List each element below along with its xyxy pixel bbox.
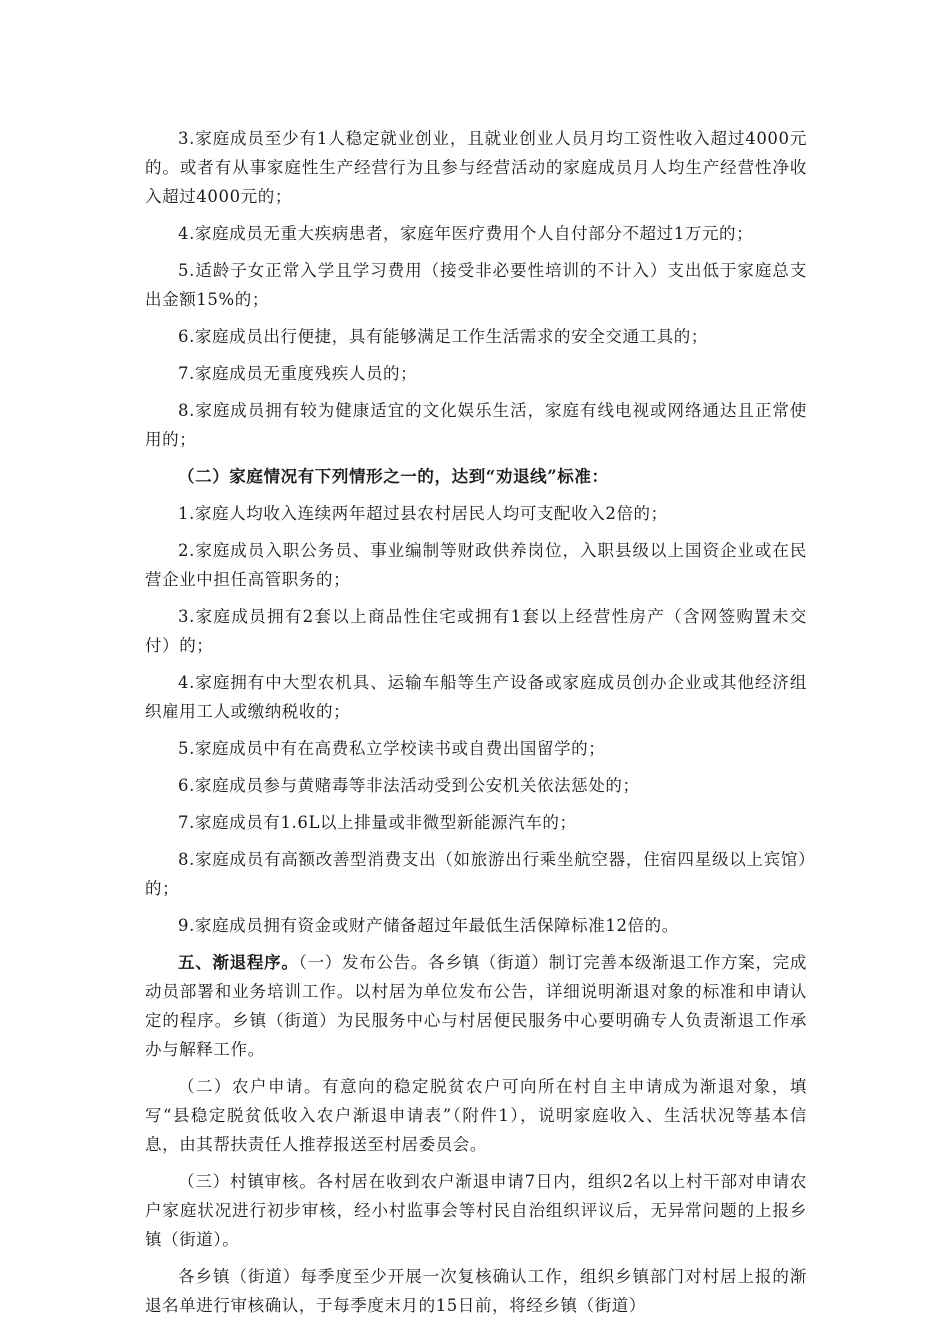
paragraph-village-review: （三）村镇审核。各村居在收到农户渐退申请7日内，组织2名以上村干部对申请农户家庭状况进行初步审核，经小村监事会等村民自治组织评议后，无异常问题的上报乡镇（街道）。 <box>145 1172 807 1249</box>
paragraph-item-5-education: 5.适龄子女正常入学且学习费用（接受非必要性培训的不计入）支出低于家庭总支出金额15%的； <box>145 261 807 309</box>
paragraph-item-6-transport: 6.家庭成员出行便捷，具有能够满足工作生活需求的安全交通工具的； <box>178 327 708 346</box>
paragraph-quit-6: 6.家庭成员参与黄赌毒等非法活动受到公安机关依法惩处的； <box>178 776 640 795</box>
paragraph-quit-8: 8.家庭成员有高额改善型消费支出（如旅游出行乘坐航空器，住宿四星级以上宾馆）的； <box>145 850 807 898</box>
paragraph-quit-4: 4.家庭拥有中大型农机具、运输车船等生产设备或家庭成员创办企业或其他经济组织雇用工人或缴纳税收的； <box>145 673 807 721</box>
paragraph-quit-9: 9.家庭成员拥有资金或财产储备超过年最低生活保障标准12倍的。 <box>178 916 679 935</box>
paragraph-item-3-employment: 3.家庭成员至少有1人稳定就业创业，且就业创业人员月均工资性收入超过4000元的。或者有从事家庭性生产经营行为且参与经营活动的家庭成员月人均生产经营性净收入超过4000元的； <box>145 129 807 206</box>
paragraph-item-4-medical: 4.家庭成员无重大疾病患者，家庭年医疗费用个人自付部分不超过1万元的； <box>178 224 754 243</box>
paragraph-quit-3: 3.家庭成员拥有2套以上商品性住宅或拥有1套以上经营性房产（含网签购置未交付）的； <box>145 607 807 655</box>
paragraph-item-7-disability: 7.家庭成员无重度残疾人员的； <box>178 364 418 383</box>
paragraph-farmer-application: （二）农户申请。有意向的稳定脱贫农户可向所在村自主申请成为渐退对象，填写“县稳定脱贫低收入农户渐退申请表”（附件1），说明家庭收入、生活状况等基本信息，由其帮扶责任人推荐报送至村居委员会。 <box>145 1077 807 1154</box>
paragraph-town-review: 各乡镇（街道）每季度至少开展一次复核确认工作，组织乡镇部门对村居上报的渐退名单进行审核确认，于每季度末月的15日前，将经乡镇（街道） <box>145 1267 807 1315</box>
document-page <box>145 124 807 1328</box>
paragraph-quit-5: 5.家庭成员中有在高费私立学校读书或自费出国留学的； <box>178 739 606 758</box>
paragraph-section-5-announcement <box>145 948 807 1064</box>
paragraph-item-8-culture: 8.家庭成员拥有较为健康适宜的文化娱乐生活，家庭有线电视或网络通达且正常使用的； <box>145 401 807 449</box>
section-heading-quit-line: （二）家庭情况有下列情形之一的，达到“劝退线”标准： <box>178 467 609 486</box>
section-5-lead: 五、渐退程序。 <box>178 953 299 972</box>
section-5-body: （一）发布公告。各乡镇（街道）制订完善本级渐退工作方案，完成动员部署和业务培训工作。以村居为单位发布公告，详细说明渐退对象的标准和申请认定的程序。乡镇（街道）为民服务中心与村居便民服务中心要明确专人负责渐退工作承办与解释工作。 <box>145 953 808 1059</box>
paragraph-quit-2: 2.家庭成员入职公务员、事业编制等财政供养岗位，入职县级以上国资企业或在民营企业中担任高管职务的； <box>145 541 807 589</box>
paragraph-quit-1: 1.家庭人均收入连续两年超过县农村居民人均可支配收入2倍的； <box>178 504 668 523</box>
paragraph-quit-7: 7.家庭成员有1.6L以上排量或非微型新能源汽车的； <box>178 813 577 832</box>
